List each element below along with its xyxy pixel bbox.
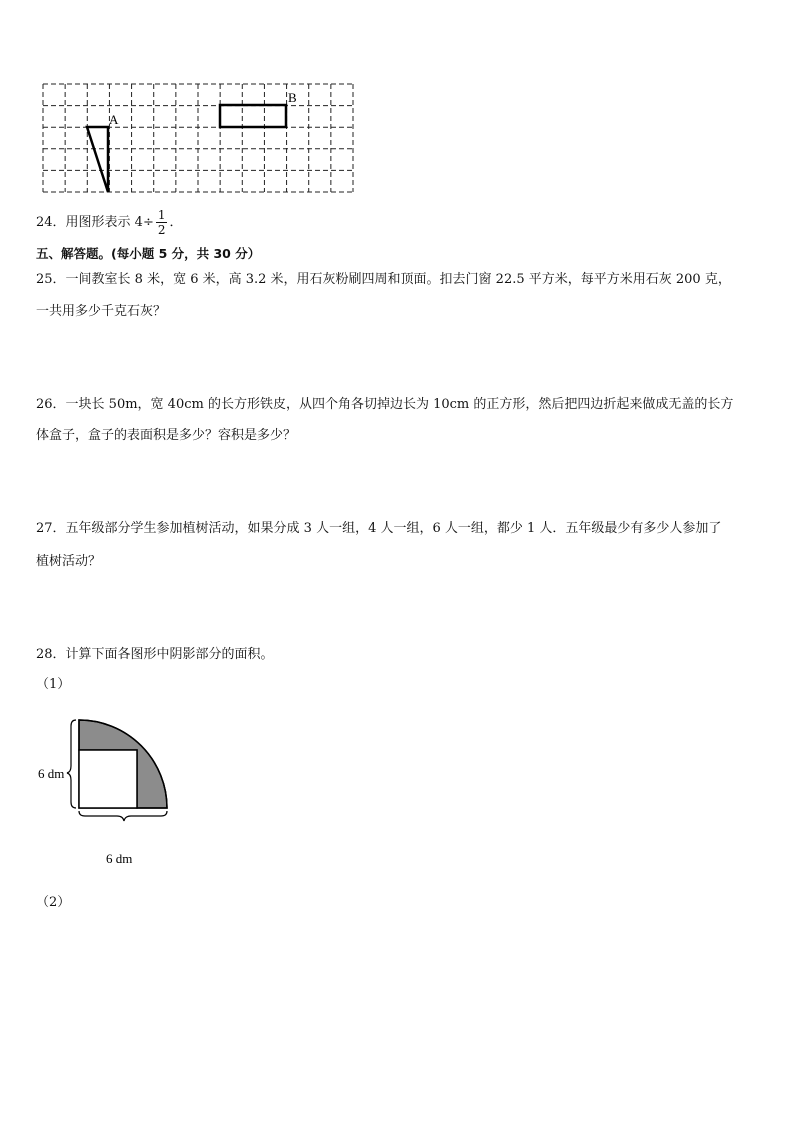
q28-part1-label: （1）: [36, 677, 71, 692]
fraction-one-half: [156, 208, 168, 237]
rectangle-b: [220, 105, 286, 127]
q25-line1: 25．一间教室长 8 米，宽 6 米，高 3.2 米，用石灰粉刷四周和顶面。扣去门窗 22.5 平方米，每平方米用石灰 200 克，: [36, 272, 731, 287]
fraction-numerator: 1: [157, 208, 166, 222]
q24-suffix: ．: [169, 215, 183, 230]
inner-square: [79, 750, 137, 808]
left-brace: [67, 720, 76, 808]
quarter-circle-figure: [36, 712, 186, 882]
fraction-denominator: 2: [157, 223, 166, 237]
label-b: B: [288, 90, 297, 105]
triangle-a: [87, 127, 108, 192]
q25-line2: 一共用多少千克石灰？: [36, 304, 167, 319]
q27-line2: 植树活动？: [36, 554, 102, 569]
q27-line1: 27．五年级部分学生参加植树活动，如果分成 3 人一组，4 人一组，6 人一组，都少 1 人．五年级最少有多少人参加了: [36, 521, 722, 536]
section-title: 五、解答题。(每小题 5 分，共 30 分）: [36, 246, 261, 261]
q28-part2-label: （2）: [36, 895, 71, 910]
q26-line2: 体盒子，盒子的表面积是多少？容积是多少？: [36, 428, 297, 443]
q24-prefix: 24．用图形表示 4÷: [36, 215, 154, 230]
bottom-brace: [79, 811, 167, 821]
q28-line1: 28．计算下面各图形中阴影部分的面积。: [36, 647, 274, 662]
side-length-label: 6 dm: [38, 766, 65, 781]
bottom-length-label: 6 dm: [106, 851, 133, 866]
q26-line1: 26．一块长 50m，宽 40cm 的长方形铁皮，从四个角各切掉边长为 10cm 的正方形，然后把四边折起来做成无盖的长方: [36, 397, 734, 412]
question-24: [36, 208, 183, 237]
grid-figure: [40, 82, 360, 197]
label-a: A: [109, 112, 119, 127]
